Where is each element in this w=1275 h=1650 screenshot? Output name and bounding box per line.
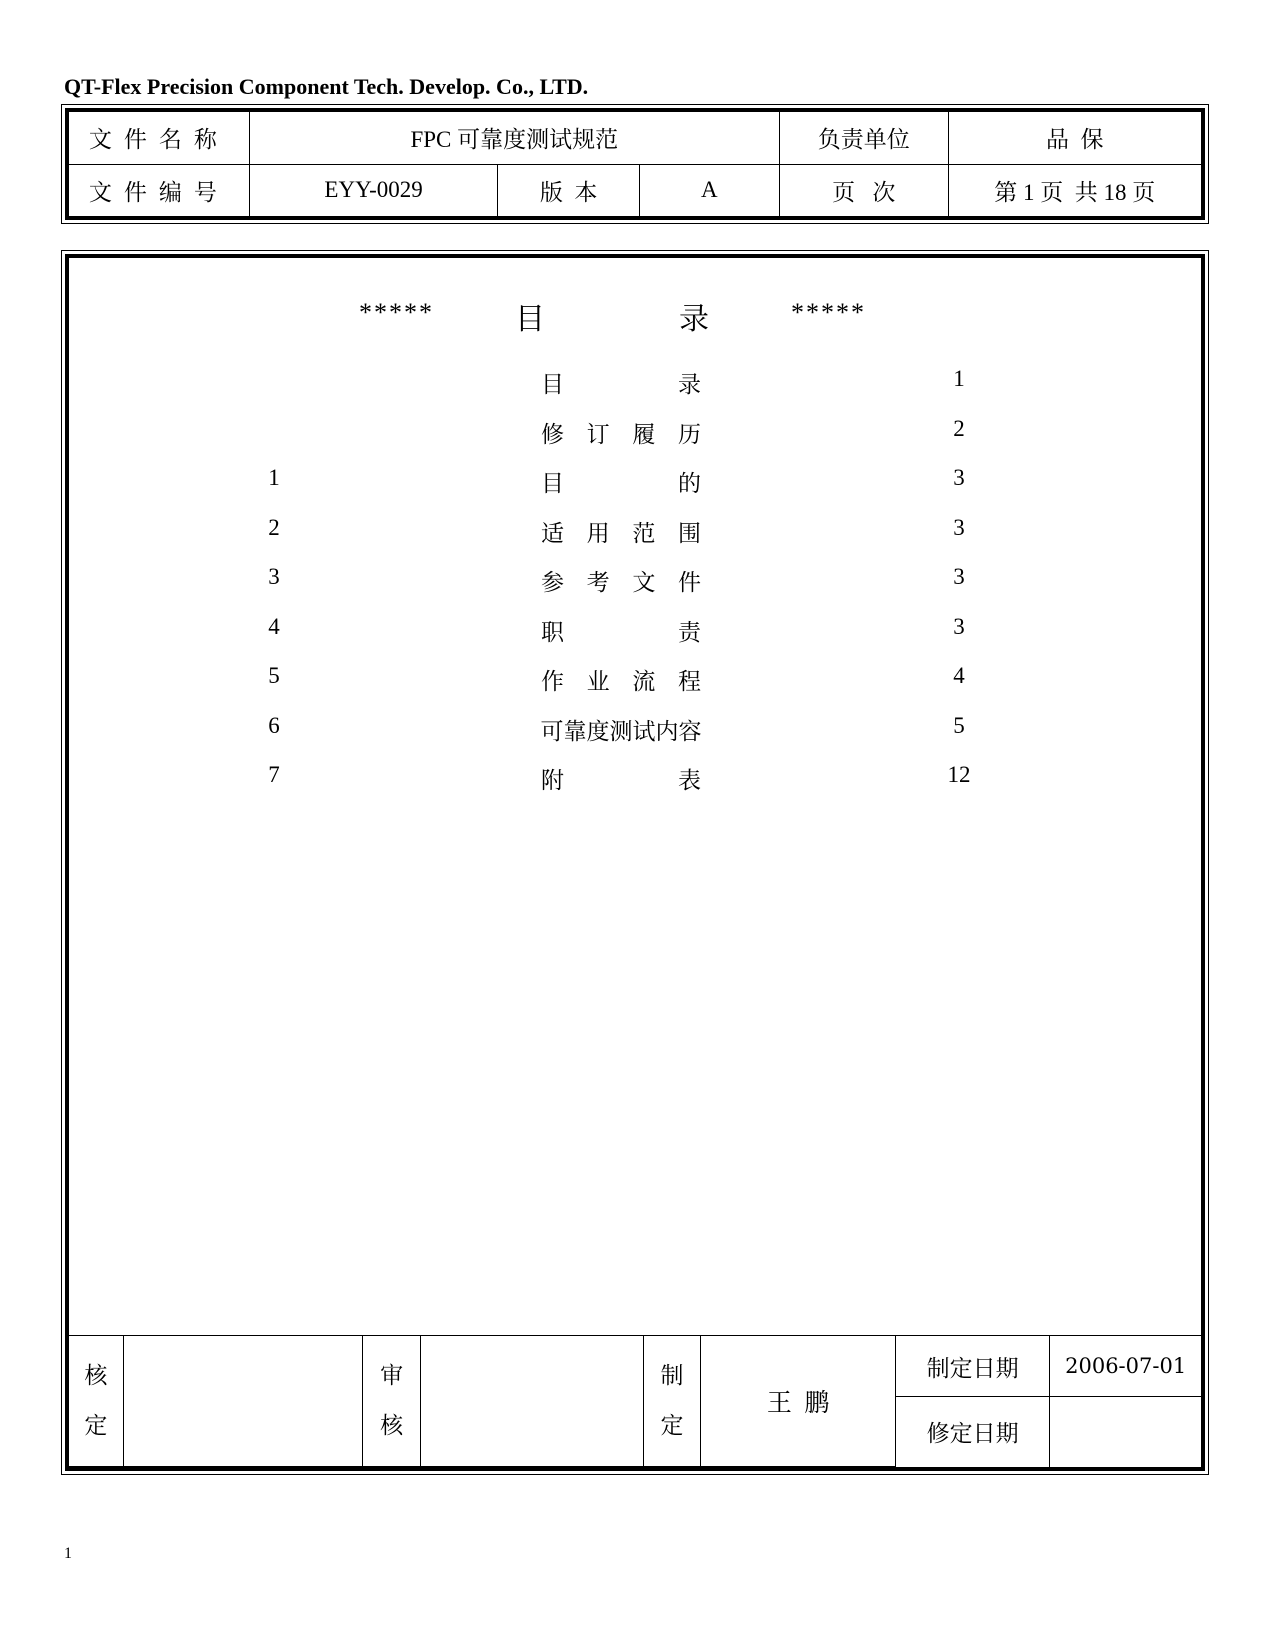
toc-title-char: 订: [586, 421, 610, 447]
version-value: A: [639, 164, 779, 216]
toc-section-title: [541, 663, 701, 696]
created-date-label: 制定日期: [896, 1336, 1050, 1397]
toc-section-number: 7: [268, 762, 280, 787]
toc-section-number: 6: [268, 712, 280, 738]
toc-title-char: 程: [677, 669, 701, 694]
content-box: [61, 250, 1209, 1475]
document-header-table: [69, 112, 1201, 216]
toc-page-number: 4: [953, 663, 965, 688]
toc-page-number: 12: [947, 762, 971, 787]
toc-title-char: 目: [541, 372, 564, 397]
toc-title-char: 职: [541, 619, 564, 645]
toc-page-number: 2: [953, 415, 965, 441]
content-frame: [65, 254, 1205, 1471]
toc-row: [69, 653, 1201, 703]
toc-title-char: 责: [678, 619, 701, 645]
toc-row: [69, 752, 1201, 802]
page-count-value: 第 1 页 共 18 页: [948, 164, 1201, 216]
toc-section-title: [541, 366, 701, 399]
toc-title-char: 附: [541, 768, 564, 793]
toc-stars-left: *****: [359, 298, 434, 327]
doc-name-label: 文件名称: [69, 112, 249, 164]
created-date-value: 2006-07-01: [1050, 1336, 1201, 1397]
toc-section-number: 1: [268, 465, 280, 490]
toc-section-title: [541, 515, 701, 548]
approve-label-cell: [69, 1336, 123, 1467]
toc-title-char: 目: [541, 471, 564, 496]
toc-section-title: [541, 762, 701, 795]
prepare-label: 制定: [660, 1363, 684, 1438]
version-label: 版 本: [498, 164, 639, 216]
toc-title-char: 历: [677, 421, 701, 447]
page-count-label: 页 次: [779, 164, 948, 216]
toc-title-char: 录: [678, 372, 701, 397]
toc-title-char: 履: [632, 421, 656, 447]
toc-row: [69, 604, 1201, 654]
toc-section-number: 4: [268, 613, 280, 639]
doc-number-label: 文件编号: [69, 164, 249, 216]
toc-section-title: 可靠度测试内容: [540, 718, 702, 744]
toc-section-title: [541, 465, 701, 498]
doc-number-value: EYY-0029: [249, 164, 498, 216]
toc-row: [69, 703, 1201, 753]
toc-title-char: 表: [678, 768, 701, 793]
toc-row: [69, 455, 1201, 505]
toc-title-char: 流: [632, 669, 656, 694]
toc-title-char: 范: [632, 520, 656, 546]
doc-name-value: FPC 可靠度测试规范: [249, 112, 779, 164]
toc-title-char: 修: [541, 421, 564, 447]
toc-title-char: 件: [677, 570, 701, 595]
toc-title-char: 参: [541, 570, 564, 595]
toc-title-char: 文: [632, 570, 656, 595]
toc-list: [69, 356, 1201, 802]
review-label: 审核: [380, 1363, 404, 1438]
prepare-value: 王 鹏: [701, 1336, 896, 1467]
toc-section-title: [541, 416, 701, 449]
document-header-frame: [65, 108, 1205, 220]
review-label-cell: [363, 1336, 420, 1467]
responsible-unit-value: 品 保: [948, 112, 1201, 164]
document-header-box: [61, 104, 1209, 224]
toc-title-char: 围: [677, 520, 701, 546]
toc-title-char: 考: [586, 570, 610, 595]
page-number: 1: [64, 1545, 72, 1562]
toc-row: [69, 554, 1201, 604]
toc-heading-char-2: 录: [679, 303, 709, 336]
toc-page-number: 3: [953, 514, 965, 540]
toc-heading: [69, 294, 1201, 334]
toc-section-title: [541, 614, 701, 647]
approve-value: [123, 1336, 363, 1467]
prepare-label-cell: [643, 1336, 700, 1467]
toc-row: [69, 356, 1201, 406]
toc-title-char: 业: [586, 669, 610, 694]
signoff-table: [69, 1335, 1201, 1467]
toc-section-number: 2: [268, 514, 280, 540]
toc-heading-char-1: 目: [515, 303, 545, 336]
toc-page-number: 5: [953, 712, 965, 738]
toc-section-title: [541, 564, 701, 597]
toc-section-number: 5: [268, 663, 280, 688]
toc-row: [69, 505, 1201, 555]
toc-page-number: 1: [953, 366, 965, 391]
toc-stars-right: *****: [791, 298, 866, 327]
toc-title-char: 适: [541, 520, 564, 546]
responsible-unit-label: 负责单位: [779, 112, 948, 164]
toc-page-number: 3: [953, 613, 965, 639]
company-name: QT-Flex Precision Component Tech. Develop. Co., LTD.: [64, 74, 589, 99]
approve-label: 核定: [84, 1363, 108, 1438]
revised-date-label: 修定日期: [896, 1397, 1050, 1467]
toc-row: [69, 406, 1201, 456]
toc-page-number: 3: [953, 564, 965, 589]
toc-section-number: 3: [268, 564, 280, 589]
review-value: [420, 1336, 643, 1467]
revised-date-value: [1050, 1397, 1201, 1467]
toc-title-char: 作: [541, 669, 564, 694]
toc-page-number: 3: [953, 465, 965, 490]
toc-title-char: 用: [586, 520, 610, 546]
toc-title-char: 的: [678, 471, 701, 496]
